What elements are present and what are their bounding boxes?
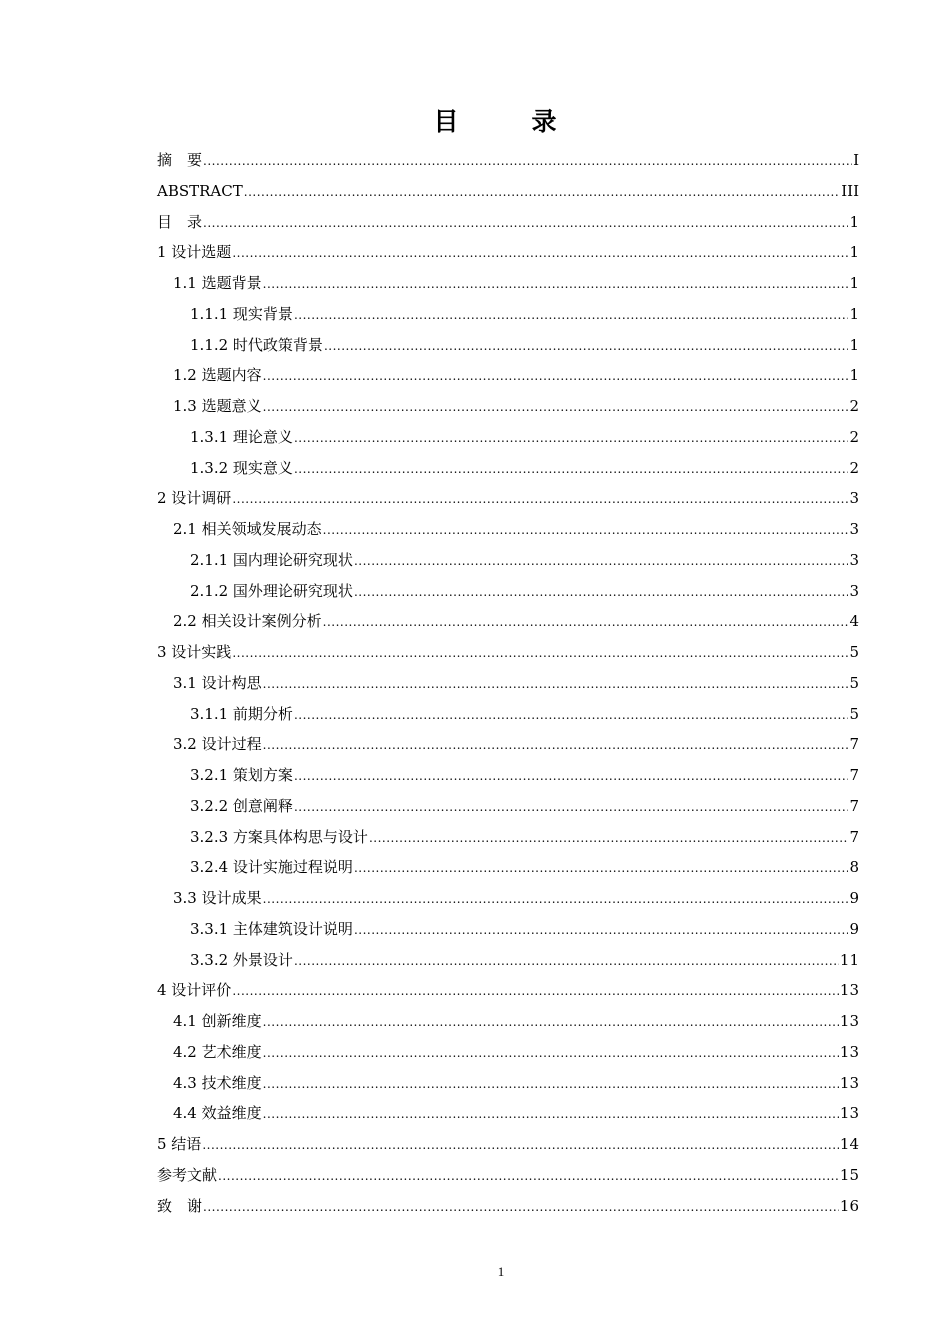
toc-entry-label: 1 设计选题	[157, 243, 232, 262]
toc-entry[interactable]	[157, 1129, 859, 1160]
toc-entry-label: 1.1.2 时代政策背景	[190, 335, 323, 354]
toc-dot-leader	[294, 700, 849, 731]
toc-entry-page: 13	[839, 1073, 859, 1092]
toc-dot-leader	[263, 392, 849, 423]
footer-page-number: 1	[497, 1264, 505, 1279]
toc-entry-page: 13	[839, 1104, 859, 1123]
toc-entry[interactable]	[157, 391, 859, 422]
toc-entry-label: 4 设计评价	[157, 981, 232, 1000]
toc-entry-page: 7	[849, 827, 859, 846]
toc-dot-leader	[263, 361, 849, 392]
toc-entry-page: 5	[849, 643, 859, 661]
toc-entry-label: ABSTRACT	[157, 181, 243, 200]
toc-entry-page: 2	[849, 397, 859, 415]
toc-dot-leader	[263, 730, 849, 761]
toc-dot-leader	[203, 208, 848, 239]
toc-entry-label: 3.3.2 外景设计	[190, 950, 293, 969]
toc-entry-label: 3.1 设计构思	[173, 673, 262, 692]
toc-entry[interactable]	[157, 791, 859, 822]
toc-dot-leader	[263, 1099, 839, 1130]
table-of-contents	[157, 145, 859, 1221]
toc-entry[interactable]	[157, 207, 859, 238]
toc-dot-leader	[263, 669, 849, 700]
toc-entry-page: 1	[849, 366, 859, 385]
toc-entry-page: 4	[849, 612, 859, 631]
toc-dot-leader	[354, 546, 849, 577]
toc-entry-label: 2.1.2 国外理论研究现状	[190, 581, 353, 600]
toc-entry-page: 1	[849, 304, 859, 323]
toc-dot-leader	[203, 1192, 839, 1223]
toc-entry[interactable]	[157, 422, 859, 453]
toc-entry-page: 9	[849, 919, 859, 938]
toc-entry[interactable]	[157, 1160, 859, 1191]
toc-entry[interactable]	[157, 237, 859, 268]
toc-dot-leader	[294, 454, 849, 485]
toc-dot-leader	[232, 638, 848, 669]
toc-entry-label: 1.3 选题意义	[173, 397, 262, 415]
toc-entry[interactable]	[157, 1037, 859, 1068]
toc-dot-leader	[354, 577, 849, 608]
toc-entry-page: 2	[849, 458, 859, 477]
toc-entry[interactable]	[157, 914, 859, 945]
toc-entry[interactable]	[157, 176, 859, 207]
toc-entry-label: 致 谢	[157, 1196, 203, 1215]
toc-entry-page: 7	[849, 735, 859, 754]
toc-entry-label: 3.2 设计过程	[173, 735, 262, 754]
toc-entry-label: 1.1 选题背景	[173, 274, 262, 292]
toc-entry-label: 目 录	[157, 212, 203, 231]
toc-entry-label: 摘 要	[157, 151, 203, 169]
toc-entry-label: 1.1.1 现实背景	[190, 304, 293, 323]
toc-entry-label: 4.3 技术维度	[173, 1073, 262, 1092]
toc-entry-page: 15	[839, 1165, 859, 1184]
toc-entry[interactable]	[157, 637, 859, 668]
toc-entry[interactable]	[157, 1191, 859, 1222]
toc-dot-leader	[202, 1130, 839, 1161]
toc-entry-page: 7	[849, 766, 859, 784]
toc-entry-label: 1.2 选题内容	[173, 366, 262, 385]
toc-dot-leader	[263, 1038, 839, 1069]
toc-entry[interactable]	[157, 453, 859, 484]
toc-dot-leader	[354, 915, 849, 946]
toc-dot-leader	[218, 1161, 839, 1192]
toc-entry[interactable]	[157, 1006, 859, 1037]
toc-entry-label: 3.3 设计成果	[173, 889, 262, 907]
toc-entry[interactable]	[157, 145, 859, 176]
toc-entry-page: 9	[849, 889, 859, 907]
toc-entry-page: 2	[849, 427, 859, 446]
toc-entry-label: 2 设计调研	[157, 489, 232, 508]
toc-dot-leader	[294, 300, 849, 331]
toc-entry-page: I	[853, 151, 859, 169]
toc-entry-label: 2.1.1 国内理论研究现状	[190, 550, 353, 569]
toc-entry-label: 2.2 相关设计案例分析	[173, 612, 322, 631]
toc-entry-label: 3.3.1 主体建筑设计说明	[190, 919, 353, 938]
toc-entry[interactable]	[157, 883, 859, 914]
toc-dot-leader	[294, 792, 849, 823]
toc-entry[interactable]	[157, 852, 859, 883]
toc-entry[interactable]	[157, 822, 859, 853]
toc-entry-page: 8	[849, 858, 859, 877]
toc-entry[interactable]	[157, 668, 859, 699]
toc-entry-label: 参考文献	[157, 1165, 218, 1184]
toc-dot-leader	[203, 146, 852, 177]
toc-entry-label: 3.1.1 前期分析	[190, 704, 293, 723]
toc-dot-leader	[263, 269, 849, 300]
toc-entry-page: 3	[849, 520, 859, 538]
toc-entry-page: III	[841, 181, 859, 200]
toc-entry-label: 4.4 效益维度	[173, 1104, 262, 1123]
toc-entry-page: 3	[849, 550, 859, 569]
toc-entry-label: 4.1 创新维度	[173, 1012, 262, 1030]
toc-entry-label: 3.2.2 创意阐释	[190, 796, 293, 815]
toc-entry-label: 3.2.1 策划方案	[190, 766, 293, 784]
toc-dot-leader	[294, 761, 849, 792]
toc-entry-label: 2.1 相关领域发展动态	[173, 520, 322, 538]
toc-entry-label: 3 设计实践	[157, 643, 232, 661]
toc-entry-page: 11	[839, 950, 859, 969]
toc-entry[interactable]	[157, 514, 859, 545]
toc-entry-label: 3.2.3 方案具体构思与设计	[190, 827, 368, 846]
toc-entry[interactable]	[157, 360, 859, 391]
toc-dot-leader	[294, 423, 849, 454]
toc-entry-label: 5 结语	[157, 1135, 202, 1153]
toc-entry-label: 3.2.4 设计实施过程说明	[190, 858, 353, 877]
toc-entry[interactable]	[157, 729, 859, 760]
toc-dot-leader	[323, 607, 849, 638]
toc-entry[interactable]	[157, 299, 859, 330]
toc-entry-page: 13	[839, 981, 859, 1000]
page-title: 目 录	[433, 107, 581, 136]
toc-entry-label: 1.3.2 现实意义	[190, 458, 293, 477]
toc-entry[interactable]	[157, 1068, 859, 1099]
toc-dot-leader	[294, 946, 839, 977]
toc-entry-page: 13	[839, 1042, 859, 1061]
toc-entry[interactable]	[157, 330, 859, 361]
toc-entry[interactable]	[157, 760, 859, 791]
toc-entry-page: 1	[849, 212, 859, 231]
toc-dot-leader	[232, 238, 848, 269]
toc-dot-leader	[244, 177, 840, 208]
toc-entry-label: 4.2 艺术维度	[173, 1042, 262, 1061]
toc-entry-page: 3	[849, 581, 859, 600]
toc-entry[interactable]	[157, 945, 859, 976]
toc-dot-leader	[323, 515, 849, 546]
toc-entry[interactable]	[157, 268, 859, 299]
toc-entry-page: 7	[849, 796, 859, 815]
toc-dot-leader	[263, 1007, 839, 1038]
toc-entry-page: 14	[839, 1135, 859, 1153]
toc-entry-label: 1.3.1 理论意义	[190, 427, 293, 446]
toc-entry[interactable]	[157, 699, 859, 730]
toc-dot-leader	[263, 884, 849, 915]
toc-entry-page: 5	[849, 673, 859, 692]
toc-dot-leader	[324, 331, 849, 362]
toc-entry-page: 3	[849, 489, 859, 508]
toc-entry[interactable]	[157, 576, 859, 607]
toc-entry[interactable]	[157, 483, 859, 514]
toc-dot-leader	[232, 484, 848, 515]
toc-dot-leader	[263, 1069, 839, 1100]
toc-entry-page: 13	[839, 1012, 859, 1030]
toc-entry[interactable]	[157, 606, 859, 637]
toc-dot-leader	[369, 823, 849, 854]
toc-entry-page: 1	[849, 274, 859, 292]
toc-entry-page: 16	[839, 1196, 859, 1215]
toc-entry[interactable]	[157, 975, 859, 1006]
toc-entry[interactable]	[157, 545, 859, 576]
toc-entry-page: 1	[849, 243, 859, 262]
toc-entry[interactable]	[157, 1098, 859, 1129]
toc-entry-page: 1	[849, 335, 859, 354]
toc-dot-leader	[232, 976, 839, 1007]
toc-dot-leader	[354, 853, 849, 884]
toc-entry-page: 5	[849, 704, 859, 723]
